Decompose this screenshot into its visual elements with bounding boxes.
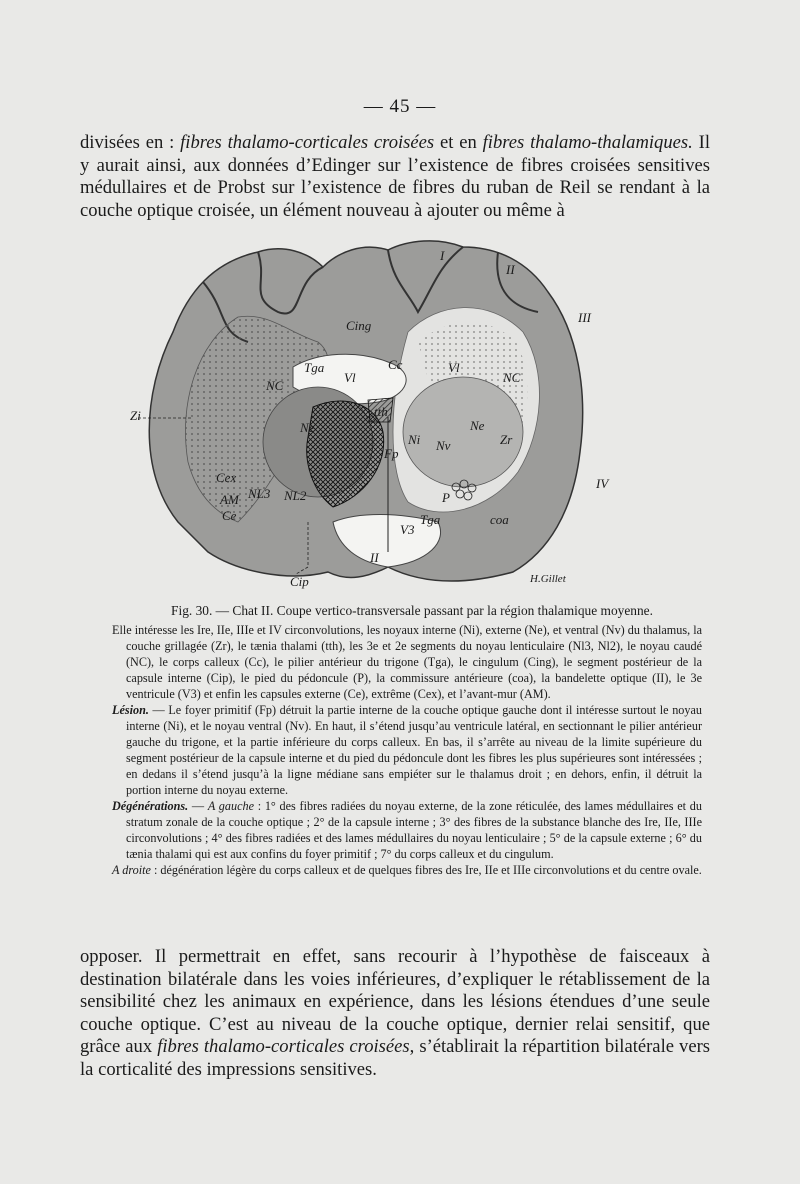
label-Zi: Zi xyxy=(130,408,141,423)
label-V3: V3 xyxy=(400,522,415,537)
degenerations-label: Dégénérations. xyxy=(112,799,189,813)
label-I: I xyxy=(440,248,445,263)
figure-caption xyxy=(112,603,702,878)
label-NL2: NL2 xyxy=(284,488,307,503)
label-NL3: NL3 xyxy=(248,486,271,501)
italic-term: fibres thalamo-corticales croisées xyxy=(180,132,435,153)
left-side-text: : 1° des fibres radiées du noyau externe, de la zone réticulée, des lames médullaires et du stratum zonale de la couche optique ; 2° de la capsule interne ; 3° des fibres de la substance blanche des Ire, IIe, IIIe circonvolutions ; 4° des fibres radiées et des lames médullaires du noyau lenticulaire ; 5° de la capsule externe ; 6° du tænia thalami qui est aux confins du foyer primitif ; 7° du corps calleux et du cingulum. xyxy=(126,799,702,861)
label-tth: tth xyxy=(374,404,388,419)
right-side-text: : dégénération légère du corps calleux et de quelques fibres des Ire, IIe et IIIe circonvolutions et du centre ovale. xyxy=(150,863,702,877)
label-Cc: Cc xyxy=(388,357,403,372)
left-side-label: A gauche xyxy=(207,799,254,813)
label-Vl: Vl xyxy=(344,370,356,385)
figure-drawing xyxy=(118,222,618,602)
label-Cip: Cip xyxy=(290,574,309,589)
label-II-bottom: II xyxy=(370,550,379,565)
text-run: et en xyxy=(434,132,483,153)
label-NC-left: NC xyxy=(266,378,284,393)
label-II: II xyxy=(506,262,515,277)
brain-section-figure xyxy=(118,222,618,602)
text-run: Il y aurait ainsi, aux données d’Edinger sur l’existence de fibres croisées sensitives médullaires et de Probst sur l’existence de fibres du ruban de Reil se rendant à la couche optique croisée, un élément nouveau à ajouter ou même à xyxy=(80,132,710,221)
italic-term: fibres thalamo-thalamiques. xyxy=(482,132,693,153)
page-number: — 45 — xyxy=(363,96,437,117)
label-III: III xyxy=(578,310,591,325)
label-Vl-right: Vl xyxy=(448,360,460,375)
label-IV: IV xyxy=(596,476,609,491)
label-P: P xyxy=(442,490,450,505)
label-Tga-bottom: Tga xyxy=(420,512,441,527)
text-run: , s’établirait la répartition bilatérale vers la corticalité des impressions sensitives. xyxy=(80,1036,711,1080)
label-Cing: Cing xyxy=(346,318,372,333)
italic-term: fibres thalamo-corticales croisées xyxy=(157,1036,410,1058)
label-Zr: Zr xyxy=(500,432,513,447)
label-Fp: Fp xyxy=(384,446,399,461)
text-run: divisées en : xyxy=(80,132,181,153)
lesion-label: Lésion. xyxy=(112,703,149,717)
caption-degenerations xyxy=(112,798,702,862)
paragraph-bottom xyxy=(80,946,710,1082)
caption-body: Elle intéresse les Ire, IIe, IIIe et IV circonvolutions, les noyaux interne (Ni), externe (Ne), et ventral (Nv) du thalamus, la couche grillagée (Zr), le tænia thalami (tth), les 3e et 2e segments du noyau lenticulaire (Nl3, Nl2), le noyau caudé (NC), le corps calleux (Cc), le pilier antérieur du trigone (Tga), le cingulum (Cing), le segment postérieur de la capsule interne (Cip), le pied du pédoncule (P), la commissure antérieure (coa), la bandelette optique (II), le 3e ventricule (V3) et enfin les capsules externe (Ce), extrême (Cex), et l’avant-mur (AM). xyxy=(112,623,702,701)
label-Nv: Nv xyxy=(436,438,451,453)
caption-right-side xyxy=(112,862,702,878)
signature: H.Gillet xyxy=(530,573,566,585)
label-Ni: Ni xyxy=(408,432,421,447)
right-side-label: A droite xyxy=(112,863,151,877)
label-Ce: Ce xyxy=(222,508,237,523)
caption-lesion xyxy=(112,702,702,798)
caption-title: Fig. 30. — Chat II. Coupe vertico-transversale passant par la région thalamique moyenne. xyxy=(171,603,653,618)
paragraph-top xyxy=(80,132,710,222)
label-Tga: Tga xyxy=(304,360,325,375)
label-NC-right: NC xyxy=(503,370,521,385)
label-AM: AM xyxy=(220,492,239,507)
label-Ne-left: Ne xyxy=(300,420,315,435)
lesion-text: — Le foyer primitif (Fp) détruit la partie interne de la couche optique gauche dont il intéresse surtout le noyau interne (Ni), et le noyau ventral (Nv). En haut, il s’étend jusqu’au ventricule latéral, en sectionnant le pilier antérieur gauche du trigone, et la partie inférieure du corps calleux. En bas, il s’arrête au niveau de la limite supérieure du segment postérieur de la capsule interne et du pied du pédoncule dont les fibres les plus supérieures sont intéressées ; en dedans il s’étend jusqu’à la ligne médiane sans empiéter sur le thalamus droit ; en dehors, enfin, il détruit la portion interne du noyau externe. xyxy=(126,703,702,797)
label-coa: coa xyxy=(490,512,509,527)
text-run: opposer. Il permettrait en effet, sans recourir à l’hypothèse de faisceaux à destination bilatérale dans les voies inférieures, d’expliquer le rétablissement de la sensibilité chez les animaux en expérience, dans les lésions étendues d’une seule couche optique. C’est au niveau de la couche optique, dernier relai sensitif, que grâce aux xyxy=(80,946,710,1058)
label-Ne-right: Ne xyxy=(470,418,485,433)
label-Cex: Cex xyxy=(216,470,237,485)
degenerations-sep: — xyxy=(188,799,208,813)
